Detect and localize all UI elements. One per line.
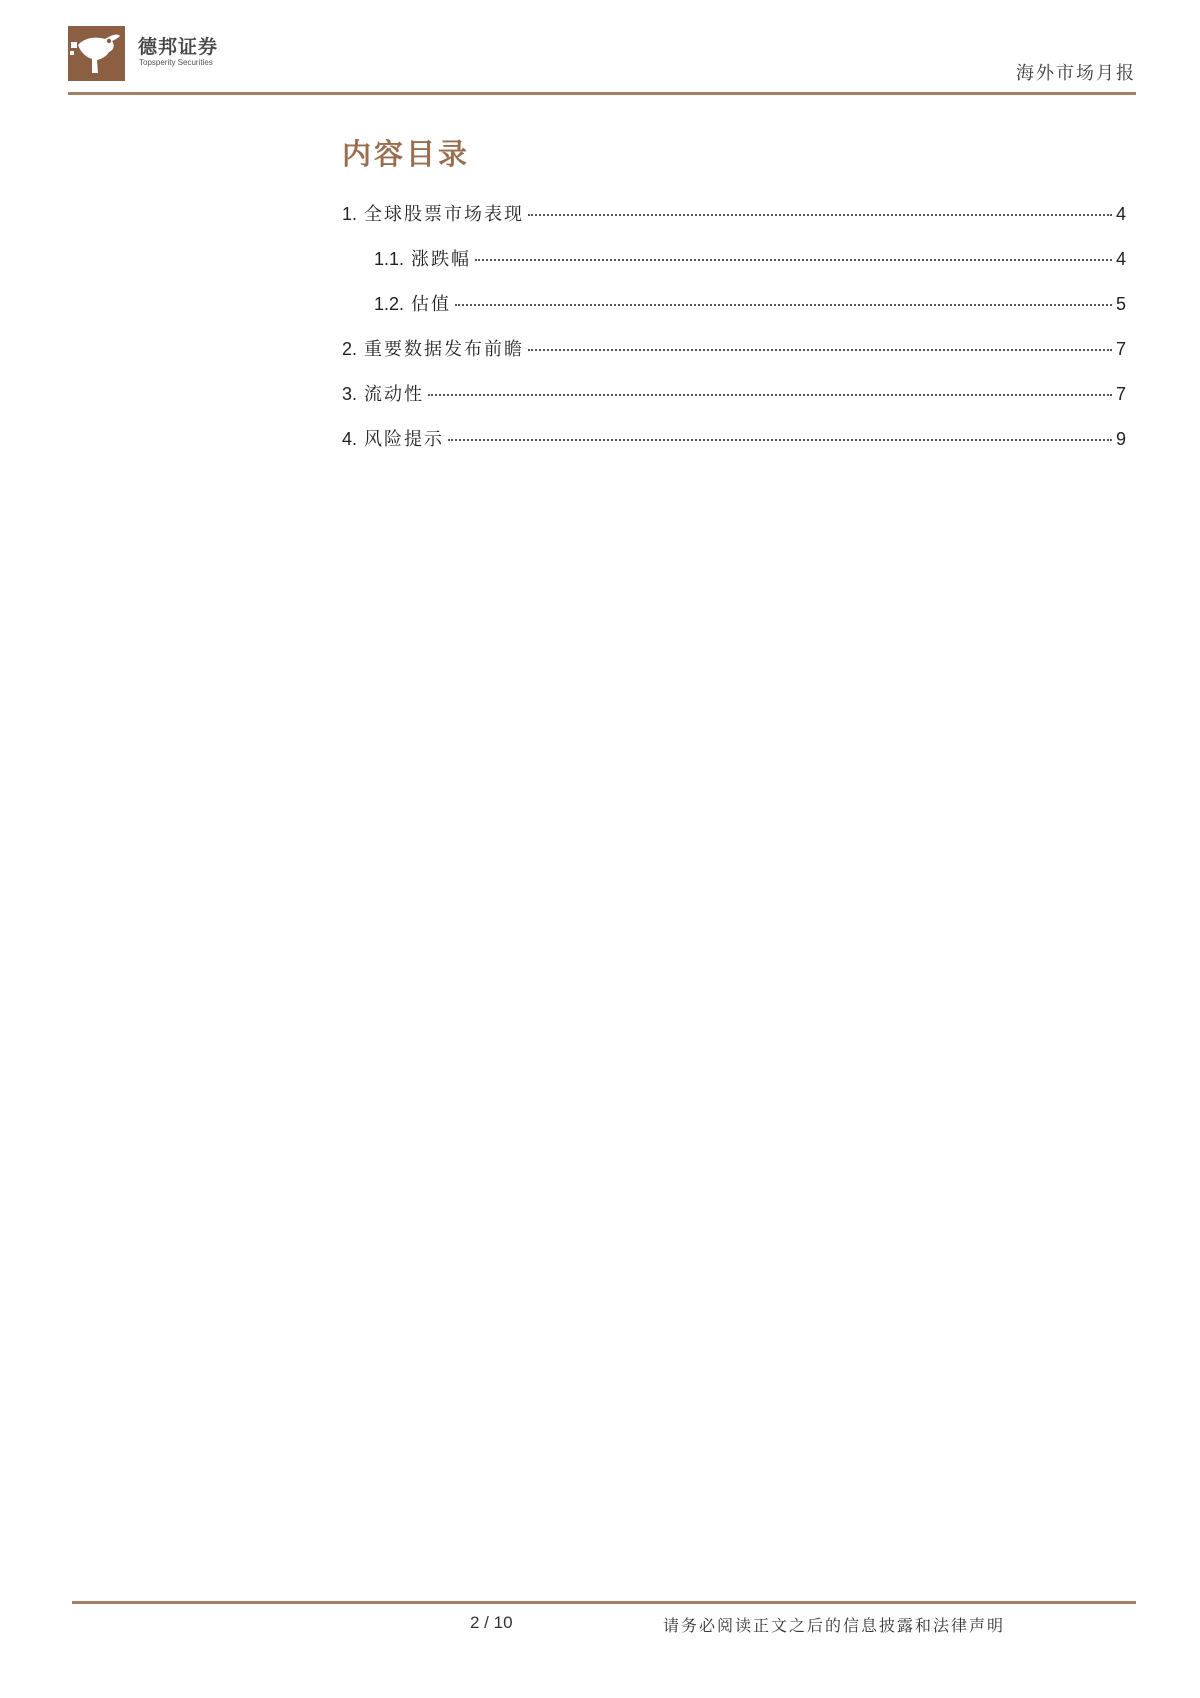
toc-entry-page: 4: [1115, 249, 1126, 269]
toc-dot-leader: [475, 259, 1112, 261]
toc-entry-page: 7: [1115, 339, 1126, 359]
company-logo: [68, 26, 268, 82]
logo-english-name: Topsperity Securities: [139, 58, 213, 67]
toc-dot-leader: [455, 304, 1112, 306]
toc-dot-leader: [428, 394, 1112, 396]
toc-entry-page: 5: [1115, 294, 1126, 314]
toc-entry-4[interactable]: [342, 425, 1126, 470]
toc-entry-number: 1.1.: [374, 249, 405, 269]
toc-list: [342, 200, 1126, 470]
page-number: 2 / 10: [470, 1613, 513, 1632]
toc-entry-label: 流动性: [364, 384, 425, 405]
toc-entry-1[interactable]: [342, 200, 1126, 245]
report-type-label: 海外市场月报: [1016, 63, 1136, 84]
toc-entry-label: 估值: [411, 294, 452, 315]
toc-entry-1-1[interactable]: [342, 245, 1126, 290]
toc-entry-page: 7: [1115, 384, 1126, 404]
toc-entry-number: 1.2.: [374, 294, 405, 314]
toc-entry-label: 风险提示: [364, 429, 445, 450]
legal-disclaimer: 请务必阅读正文之后的信息披露和法律声明: [663, 1616, 1006, 1635]
toc-entry-1-2[interactable]: [342, 290, 1126, 335]
toc-title: 内容目录: [342, 137, 471, 171]
toc-entry-2[interactable]: [342, 335, 1126, 380]
toc-entry-label: 涨跌幅: [411, 249, 472, 270]
toc-entry-label: 全球股票市场表现: [364, 204, 525, 225]
toc-entry-number: 3.: [342, 384, 358, 404]
toc-entry-number: 2.: [342, 339, 358, 359]
toc-entry-label: 重要数据发布前瞻: [364, 339, 525, 360]
header-divider: [68, 92, 1136, 95]
toc-entry-number: 4.: [342, 429, 358, 449]
page-header: [68, 26, 1136, 96]
footer-divider: [72, 1601, 1136, 1604]
logo-chinese-name: 德邦证券: [138, 36, 219, 58]
toc-entry-page: 4: [1115, 204, 1126, 224]
toc-dot-leader: [528, 214, 1112, 216]
toc-dot-leader: [448, 439, 1112, 441]
toc-entry-number: 1.: [342, 204, 358, 224]
table-of-contents: [342, 134, 1126, 470]
topsperity-logo-icon: [68, 26, 125, 81]
toc-dot-leader: [528, 349, 1112, 351]
toc-entry-3[interactable]: [342, 380, 1126, 425]
toc-entry-page: 9: [1115, 429, 1126, 449]
